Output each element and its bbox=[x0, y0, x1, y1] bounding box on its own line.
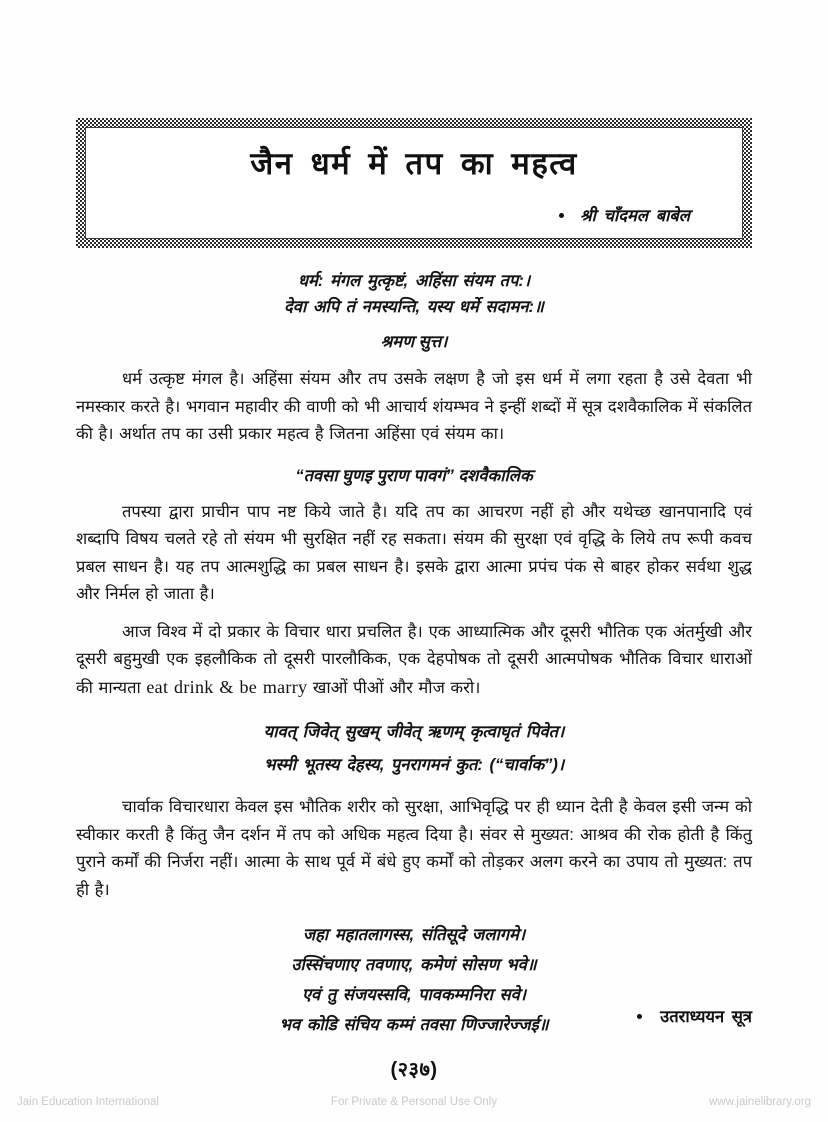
paragraph-2: तपस्या द्वारा प्राचीन पाप नष्ट किये जाते है। यदि तप का आचरण नहीं हो और यथेच्छ खानपानादि एवं शब्दापि विषय चलते रहे तो संयम भी सुरक्षित नहीं रह सकता। संयम की सुरक्षा एवं वृद्धि के लिये तप रूपी कवच प्रबल साधन है। यह तप आत्मशुद्धि का प्रबल साधन है। इसके द्वारा आत्मा प्रपंच पंक से बाहर होकर सर्वथा शुद्ध और निर्मल हो जाता है। bbox=[76, 502, 752, 603]
charvaka-verse-line-1: यावत् जिवेत् सुखम् जीवेत् ऋणम् कृत्वाघृतं पिवेत। bbox=[263, 723, 565, 741]
source-attribution bbox=[637, 1004, 752, 1027]
page-number: (२३७) bbox=[390, 1059, 438, 1081]
bullet-icon bbox=[637, 1014, 642, 1019]
charvaka-verse-line-2: भस्मी भूतस्य देहस्य, पुनरागमनं कुत: (“चार्वाक”)। bbox=[263, 756, 565, 774]
footer-website: www.jainelibrary.org bbox=[708, 1096, 811, 1108]
closing-verse-line-2: उस्सिंचणाए तवणाए, कमेणं सोसण भवे॥ bbox=[291, 956, 537, 974]
quote-dashvaikalik: “तवसा घुणइ पुराण पावगं” दशवैकालिक bbox=[295, 466, 533, 485]
paragraph-3-english-phrase: eat drink & be marry bbox=[146, 676, 308, 697]
source-attribution-text: उतराध्ययन सूत्र bbox=[660, 1008, 752, 1026]
paragraph-4: चार्वाक विचारधारा केवल इस भौतिक शरीर को सुरक्षा, आभिवृद्धि पर ही ध्यान देती है केवल इसी जन्म को स्वीकार करती है किंतु जैन दर्शन में तप को अधिक महत्व दिया है। संवर से मुख्यत: आश्रव की रोक होती है किंतु पुराने कर्मों की निर्जरा नहीं। आत्मा के साथ पूर्व में बंधे हुए कर्मों को तोड़कर अलग करने का उपाय तो मुख्यत: तप ही है। bbox=[76, 798, 752, 899]
opening-verse bbox=[76, 268, 752, 320]
page-title: जैन धर्म में तप का महत्व bbox=[250, 146, 578, 181]
paragraph-3-part-1: आज विश्व में दो प्रकार के विचार धारा प्रचलित है। एक आध्यात्मिक और दूसरी भौतिक एक अंतर्मुखी और दूसरी बहुमुखी एक इहलौकिक तो दूसरी पारलौकिक, एक देहपोषक तो दूसरी आत्मपोषक भौतिक विचार धाराओं की मान्यता bbox=[76, 622, 752, 697]
paragraph-3-part-2: खाओं पीओं और मौज करो। bbox=[307, 678, 481, 697]
article-body bbox=[76, 268, 752, 1040]
title-box-inner-frame bbox=[85, 127, 743, 239]
closing-verse-line-3: एवं तु संजयस्सवि, पावकम्मनिरा सवे। bbox=[301, 986, 527, 1004]
footer-usage-notice: For Private & Personal Use Only bbox=[330, 1096, 498, 1108]
closing-verse-line-1: जहा महातलागस्स, संतिसूदे जलागमे। bbox=[302, 926, 526, 944]
paragraph-3 bbox=[76, 619, 752, 703]
closing-verse-line-4: भव कोडि संचिय कम्मं तवसा णिज्जारेज्जई॥ bbox=[279, 1016, 549, 1034]
opening-verse-source: श्रमण सुत्त। bbox=[380, 333, 448, 351]
footer-organization: Jain Education International bbox=[17, 1096, 159, 1108]
author-byline bbox=[559, 203, 690, 226]
opening-verse-line-1: धर्म: मंगल मुत्कृष्टं, अहिंसा संयम तप:। bbox=[297, 272, 531, 290]
title-box bbox=[76, 118, 752, 248]
author-name: श्री चाँदमल बाबेल bbox=[580, 207, 690, 225]
page-footer bbox=[0, 1092, 828, 1112]
bullet-icon bbox=[559, 213, 564, 218]
opening-verse-line-2: देवा अपि तं नमस्यन्ति, यस्य धर्मे सदामन:॥ bbox=[284, 298, 544, 316]
paragraph-1: धर्म उत्कृष्ट मंगल है। अहिंसा संयम और तप उसके लक्षण है जो इस धर्म में लगा रहता है उसे देवता भी नमस्कार करते है। भगवान महावीर की वाणी को भी आचार्य शंयम्भव ने इन्हीं शब्दों में सूत्र दशवैकालिक में संकलित की है। अर्थात तप का उसी प्रकार महत्व है जितना अहिंसा एवं संयम का। bbox=[76, 370, 752, 443]
charvaka-verse bbox=[76, 716, 752, 782]
